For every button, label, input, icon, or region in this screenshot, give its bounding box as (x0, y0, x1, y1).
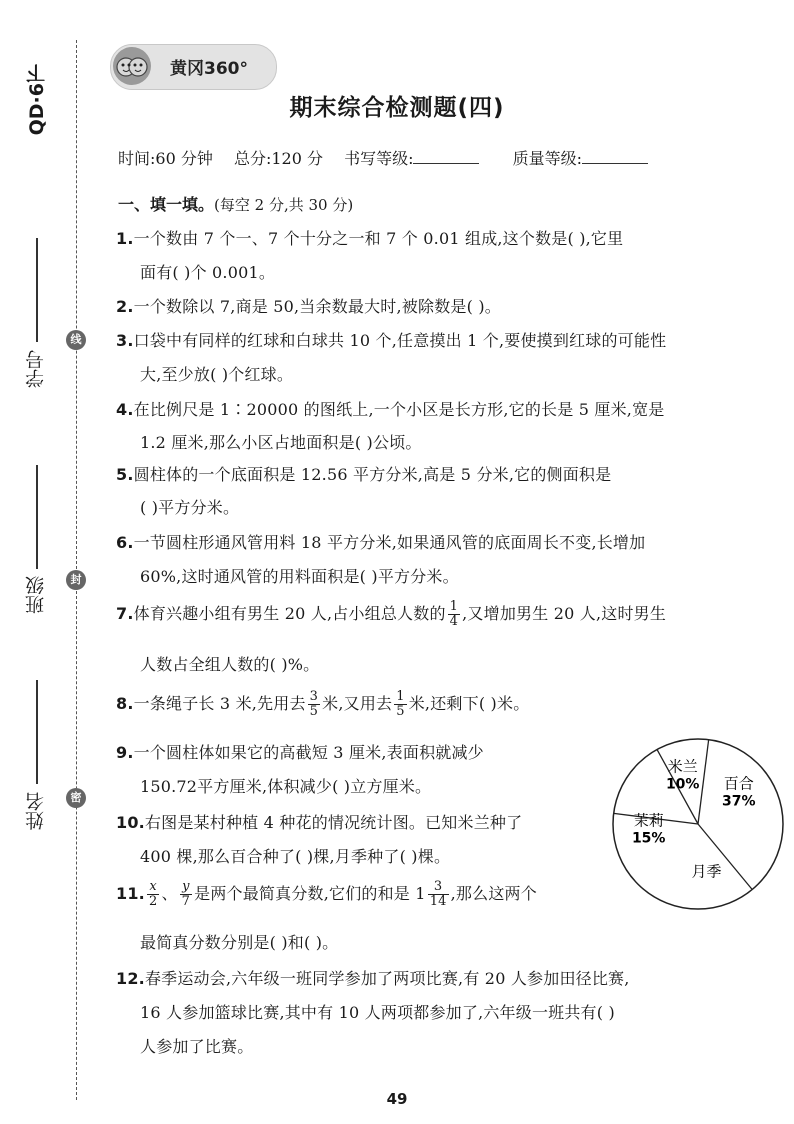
exam-info (118, 146, 664, 169)
pie-label-orchid: 米兰 (667, 757, 698, 776)
class-line (36, 465, 38, 569)
question-11-text-a: 是两个最简真分数,它们的和是 1 (194, 884, 426, 903)
question-11-text-b: ,那么这两个 (450, 884, 537, 903)
question-11-separator: 、 (161, 884, 178, 903)
mascot-logo (113, 47, 151, 85)
question-3-line-2 (140, 362, 293, 385)
pie-value-orchid: 10% (665, 776, 700, 793)
question-11-text-cont: 最简真分数分别是( )和( )。 (140, 933, 339, 952)
question-5-number: 5. (116, 465, 134, 484)
question-8-text-a: 一条绳子长 3 米,先用去 (133, 694, 306, 713)
section-heading (118, 192, 353, 215)
question-7-line-2 (140, 652, 319, 675)
pie-label-lily: 百合 (723, 774, 754, 793)
question-12-text: 春季运动会,六年级一班同学参加了两项比赛,有 20 人参加田径比赛, (144, 969, 630, 988)
cut-mark-line: 线 (66, 330, 86, 350)
writing-grade-label: 书写等级: (344, 149, 414, 168)
question-3-text-cont: 大,至少放( )个红球。 (140, 365, 294, 384)
time-info: 时间:60 分钟 (118, 149, 213, 168)
question-10-text-cont: 400 棵,那么百合种了( )棵,月季种了( )棵。 (140, 847, 451, 866)
cut-mark-secret: 密 (66, 788, 86, 808)
question-12-line-2 (140, 1000, 615, 1023)
question-4-text-cont: 1.2 厘米,那么小区占地面积是( )公顷。 (140, 433, 422, 452)
total-score-info: 总分:120 分 (233, 149, 323, 168)
question-5-line-2 (140, 495, 239, 518)
question-9-line-2 (140, 774, 431, 797)
fraction-one-fifth: $\frac{1}{5}$ (396, 689, 405, 719)
question-1-text-cont: 面有( )个 0.001。 (140, 263, 276, 282)
question-9-text: 一个圆柱体如果它的高截短 3 厘米,表面积就减少 (133, 743, 484, 762)
question-2 (116, 294, 501, 317)
brand-name: 黄冈360° (170, 59, 248, 79)
question-12-line-1 (116, 966, 630, 989)
pie-label-jasmine: 茉莉 (633, 811, 664, 830)
quality-grade-blank[interactable] (582, 149, 648, 164)
question-2-text: 一个数除以 7,商是 50,当余数最大时,被除数是( )。 (133, 297, 501, 316)
question-12-number: 12. (116, 969, 145, 988)
question-6-line-1 (116, 530, 645, 553)
question-7-text: 体育兴趣小组有男生 20 人,占小组总人数的 (133, 604, 446, 623)
question-1-number: 1. (116, 229, 134, 248)
question-10-number: 10. (116, 813, 145, 832)
name-label: 姓名 (25, 792, 47, 830)
fraction-three-fifths: $\frac{3}{5}$ (309, 689, 319, 719)
question-7-line-1 (116, 600, 666, 629)
section-note: (每空 2 分,共 30 分) (214, 196, 354, 214)
question-3-text: 口袋中有同样的红球和白球共 10 个,任意摸出 1 个,要使摸到红球的可能性 (133, 331, 667, 350)
fraction-one-quarter: $\frac{1}{4}$ (449, 599, 459, 629)
question-10-text: 右图是某村种植 4 种花的情况统计图。已知米兰种了 (144, 813, 523, 832)
question-11-number: 11. (116, 884, 145, 903)
question-6-text: 一节圆柱形通风管用料 18 平方分米,如果通风管的底面周长不变,长增加 (133, 533, 646, 552)
question-10-line-1 (116, 810, 522, 833)
question-8 (116, 690, 529, 719)
fraction-y-over-7: $\frac{y}{7}$ (181, 879, 191, 909)
question-3-number: 3. (116, 331, 134, 350)
page-number: 49 (386, 1090, 408, 1108)
question-8-text-c: 米,还剩下( )米。 (408, 694, 530, 713)
question-12-text-end: 人参加了比赛。 (140, 1037, 254, 1056)
question-1-text: 一个数由 7 个一、7 个十分之一和 7 个 0.01 组成,这个数是( ),它里 (133, 229, 624, 248)
name-line (36, 680, 38, 784)
page-title: 期末综合检测题(四) (289, 95, 505, 121)
question-7-number: 7. (116, 604, 134, 623)
question-5-text-cont: ( )平方分米。 (140, 498, 240, 517)
writing-grade-blank[interactable] (413, 149, 479, 164)
question-4-text: 在比例尺是 1∶20000 的图纸上,一个小区是长方形,它的长是 5 厘米,宽是 (133, 400, 665, 419)
section-title: 一、填一填。 (118, 195, 215, 214)
pie-value-jasmine: 15% (631, 830, 666, 847)
question-5-text: 圆柱体的一个底面积是 12.56 平方分米,高是 5 分米,它的侧面积是 (133, 465, 612, 484)
question-12-text-cont: 16 人参加篮球比赛,其中有 10 人两项都参加了,六年级一班共有( ) (140, 1003, 615, 1022)
question-8-number: 8. (116, 694, 134, 713)
question-2-number: 2. (116, 297, 134, 316)
question-6-number: 6. (116, 533, 134, 552)
question-7-text-cont: 人数占全组人数的( )%。 (140, 655, 320, 674)
fraction-three-fourteenths: $\frac{3}{14}$ (429, 879, 447, 909)
question-3-line-1 (116, 328, 666, 351)
cut-mark-seal: 封 (66, 570, 86, 590)
question-9-line-1 (116, 740, 484, 763)
student-id-line (36, 238, 38, 342)
question-8-text-b: 米,又用去 (322, 694, 393, 713)
question-4-line-2 (140, 430, 422, 453)
quality-grade-label: 质量等级: (512, 149, 582, 168)
pie-label-rose: 月季 (691, 862, 722, 881)
student-id-label: 学号 (25, 350, 47, 388)
question-4-number: 4. (116, 400, 134, 419)
question-9-text-cont: 150.72平方厘米,体积减少( )立方厘米。 (140, 777, 432, 796)
fraction-x-over-2: $\frac{x}{2}$ (148, 879, 158, 909)
question-5-line-1 (116, 462, 611, 485)
question-7-text-b: ,又增加男生 20 人,这时男生 (462, 604, 667, 623)
flower-pie-chart (610, 736, 786, 912)
question-10-line-2 (140, 844, 450, 867)
class-label: 班级 (25, 576, 47, 614)
question-1-line-1 (116, 226, 623, 249)
question-12-line-3 (140, 1034, 253, 1057)
question-1-line-2 (140, 260, 275, 283)
pie-value-lily: 37% (722, 793, 756, 810)
question-4-line-1 (116, 397, 665, 420)
question-6-text-cont: 60%,这时通风管的用料面积是( )平方分米。 (140, 567, 459, 586)
question-6-line-2 (140, 564, 459, 587)
series-code: QD·6下 (26, 64, 48, 136)
question-9-number: 9. (116, 743, 134, 762)
question-11-line-1 (116, 880, 537, 909)
question-11-line-2 (140, 930, 338, 953)
